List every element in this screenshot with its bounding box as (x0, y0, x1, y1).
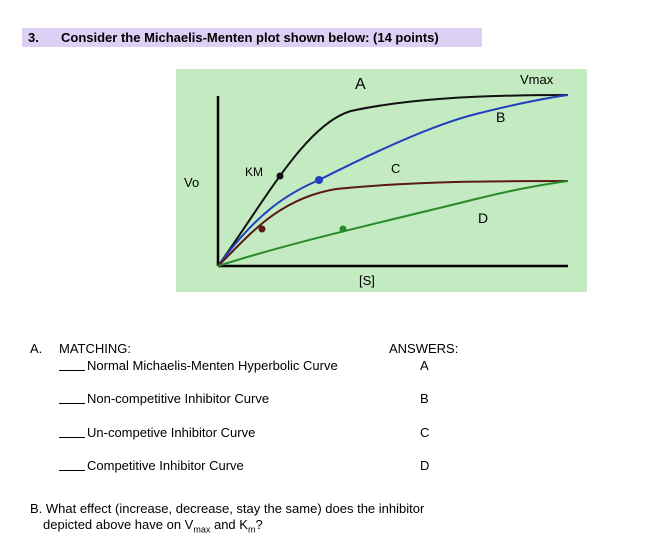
answer-option-b: B (420, 391, 429, 406)
vmax-label: Vmax (520, 72, 554, 87)
plot-graphics (176, 69, 587, 292)
x-axis-label: [S] (359, 273, 375, 288)
km-point-d (340, 226, 347, 233)
question-number: 3. (28, 30, 39, 45)
section-b (30, 501, 424, 538)
matching-item-2: Non-competitive Inhibitor Curve (59, 391, 269, 406)
answer-blank-1[interactable] (59, 370, 85, 371)
section-a-letter: A. (30, 341, 43, 356)
section-b-line-1: B. What effect (increase, decrease, stay the same) does the inhibitor (30, 501, 425, 516)
answers-heading: ANSWERS: (389, 341, 459, 356)
matching-item-1: Normal Michaelis-Menten Hyperbolic Curve (59, 358, 338, 373)
answer-blank-4[interactable] (59, 470, 85, 471)
answer-option-d: D (420, 458, 430, 473)
answer-blank-3[interactable] (59, 437, 85, 438)
michaelis-menten-plot (176, 69, 587, 292)
curve-c (218, 181, 568, 266)
curve-label-b: B (496, 109, 506, 125)
curve-label-a: A (355, 76, 366, 93)
y-axis-label: Vo (184, 175, 200, 190)
curve-label-c: C (391, 161, 401, 176)
matching-item-3: Un-competive Inhibitor Curve (59, 425, 255, 440)
km-point-a (277, 173, 284, 180)
answer-option-a: A (420, 358, 429, 373)
km-point-b (315, 176, 323, 184)
curve-label-d: D (478, 210, 489, 226)
matching-heading: MATCHING: (59, 341, 131, 356)
km-label: KM (245, 165, 263, 179)
answer-option-c: C (420, 425, 430, 440)
curve-d (218, 181, 568, 266)
km-point-c (259, 226, 266, 233)
matching-item-4: Competitive Inhibitor Curve (59, 458, 244, 473)
section-b-line-2: depicted above have on $V_{max}$ and $K_m$? (43, 517, 263, 535)
answer-blank-2[interactable] (59, 403, 85, 404)
question-header (22, 28, 482, 47)
question-title: Consider the Michaelis-Menten plot shown below: (14 points) (61, 30, 439, 45)
